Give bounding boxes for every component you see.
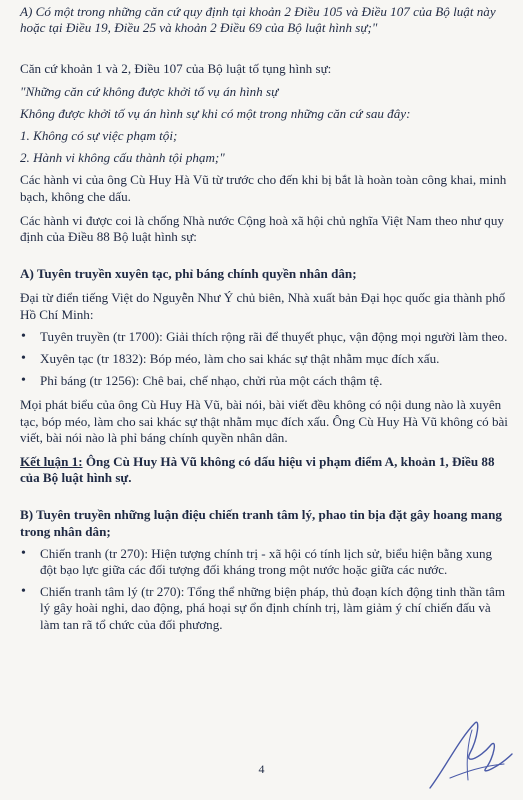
- section-a-heading: A) Tuyên truyền xuyên tạc, phỉ báng chính quyền nhân dân;: [20, 266, 357, 282]
- section-a-definitions: [20, 329, 509, 390]
- basis-intro: Căn cứ khoản 1 và 2, Điều 107 của Bộ luật tố tụng hình sự:: [20, 61, 332, 77]
- conclusion-1-text: Ông Cù Huy Hà Vũ không có dấu hiệu vi phạm điểm A, khoản 1, Điều 88 của Bộ luật hình sự.: [20, 454, 495, 486]
- acts-public-paragraph: Các hành vi của ông Cù Huy Hà Vũ từ trước cho đến khi bị bắt là hoàn toàn công khai, minh bạch, không che dấu.: [20, 172, 507, 204]
- definition-item: • Chiến tranh (tr 270): Hiện tượng chính trị - xã hội có tính lịch sử, biểu hiện bằng xung đột bạo lực giữa các đối tượng đối kháng trong một nước hoặc giữa các nước.: [20, 546, 509, 578]
- top-quote: A) Có một trong những căn cứ quy định tại khoản 2 Điều 105 và Điều 107 của Bộ luật này hoặc tại Điều 19, Điều 25 và khoản 2 Điều 69 của Bộ luật hình sự;": [20, 4, 496, 36]
- definition-item: • Xuyên tạc (tr 1832): Bóp méo, làm cho sai khác sự thật nhằm mục đích xấu.: [20, 351, 509, 367]
- quote-item-2: 2. Hành vi không cấu thành tội phạm;": [20, 150, 225, 166]
- quote-lead: Không được khởi tố vụ án hình sự khi có một trong những căn cứ sau đây:: [20, 105, 411, 121]
- section-b-heading: B) Tuyên truyền những luận điệu chiến tranh tâm lý, phao tin bịa đặt gây hoang mang trong nhân dân;: [20, 507, 502, 539]
- acts-considered-paragraph: Các hành vi được coi là chống Nhà nước Cộng hoà xã hội chủ nghĩa Việt Nam theo như quy định của Điều 88 Bộ luật hình sự:: [20, 212, 504, 245]
- definition-item: • Phỉ báng (tr 1256): Chê bai, chế nhạo, chửi rủa một cách thậm tệ.: [20, 373, 509, 389]
- conclusion-1-label: Kết luận 1:: [20, 454, 83, 470]
- section-a-analysis: Mọi phát biểu của ông Cù Huy Hà Vũ, bài nói, bài viết đều không có nội dung nào là xuyên tạc, bóp méo, làm cho sai khác sự thật nhằm mục đích xấu. Ông Cù Huy Hà Vũ không có bài viết, bài nói nào là phỉ báng chính quyền nhân dân.: [20, 397, 508, 445]
- definition-item: • Tuyên truyền (tr 1700): Giải thích rộng rãi để thuyết phục, vận động mọi người làm theo.: [20, 329, 509, 345]
- dictionary-reference: Đại từ điển tiếng Việt do Nguyễn Như Ý chủ biên, Nhà xuất bản Đại học quốc gia thành phố Hồ Chí Minh:: [20, 290, 506, 322]
- conclusion-1: [20, 454, 509, 486]
- quote-item-1: 1. Không có sự việc phạm tội;: [20, 128, 178, 144]
- page-number: 4: [258, 762, 265, 776]
- section-b-definitions: [20, 546, 509, 633]
- signature-scribble: [420, 708, 520, 798]
- definition-item: • Chiến tranh tâm lý (tr 270): Tổng thể những biện pháp, thủ đoạn kích động tinh thần tâm lý gây hoài nghi, dao động, phá hoại sự ổn định chính trị, làm giảm ý chí chiến đấu và làm tan rã tổ chức của đối phương.: [20, 584, 509, 633]
- quote-title: "Những căn cứ không được khởi tố vụ án hình sự: [20, 83, 279, 99]
